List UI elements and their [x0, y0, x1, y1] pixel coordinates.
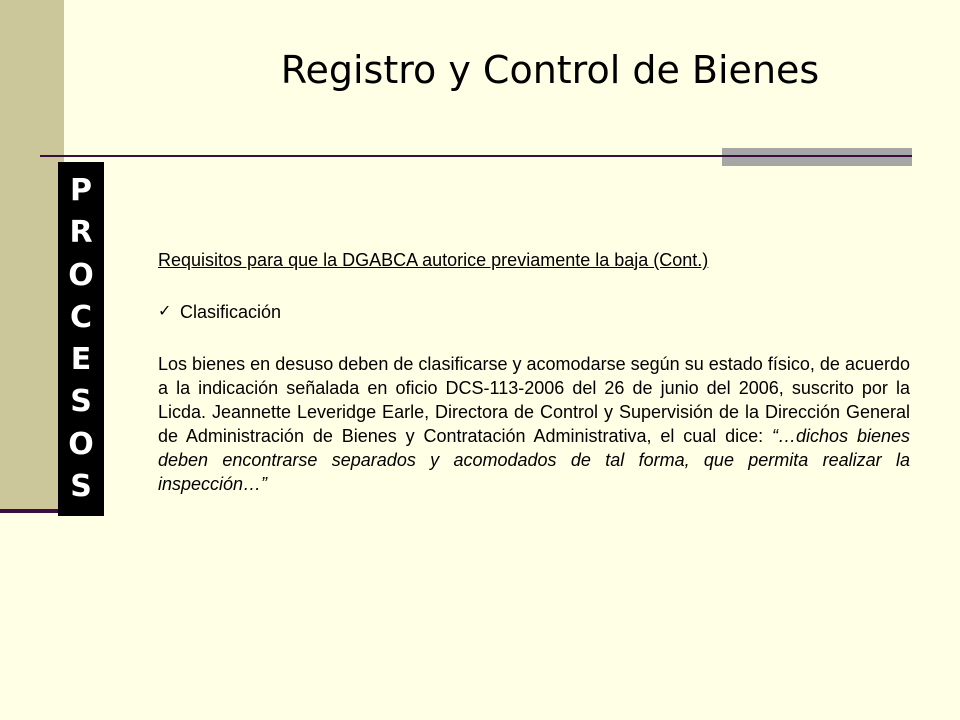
- slide-title: Registro y Control de Bienes: [280, 48, 820, 92]
- title-rule-accent-line: [722, 155, 912, 157]
- procesos-letter: S: [70, 468, 92, 504]
- side-strip-divider: [0, 509, 64, 513]
- paragraph-quote: “…dichos bienes deben encontrarse separados y acomodados de tal forma, que permita realizar la inspección…”: [158, 426, 910, 494]
- bullet-label: Clasificación: [180, 302, 282, 322]
- checkmark-icon: ✓: [158, 303, 172, 320]
- paragraph-text: Los bienes en desuso deben de clasificarse y acomodarse según su estado físico, de acuerdo a la indicación señalada en oficio DCS-113-2006 del 26 de junio del 2006, suscrito por la Licda. Jeannette Leveridge Earle, Directora de Control y Supervisión de la Dirección General de Administración de Bienes y Contratación Administrativa, el cual dice:: [158, 354, 910, 446]
- title-rule-accent: [722, 148, 912, 166]
- body-paragraph: [158, 352, 910, 496]
- procesos-letter: E: [70, 342, 92, 378]
- bullet-item: [158, 300, 910, 324]
- procesos-letter: O: [68, 257, 94, 293]
- procesos-letter: C: [69, 299, 93, 335]
- procesos-letter: O: [68, 426, 94, 462]
- procesos-vertical-label: [58, 162, 104, 516]
- procesos-letter: P: [70, 173, 92, 209]
- section-heading: Requisitos para que la DGABCA autorice previamente la baja (Cont.): [158, 250, 709, 270]
- procesos-letter: S: [70, 384, 92, 420]
- content-body: [158, 248, 910, 496]
- procesos-letter: R: [69, 215, 93, 251]
